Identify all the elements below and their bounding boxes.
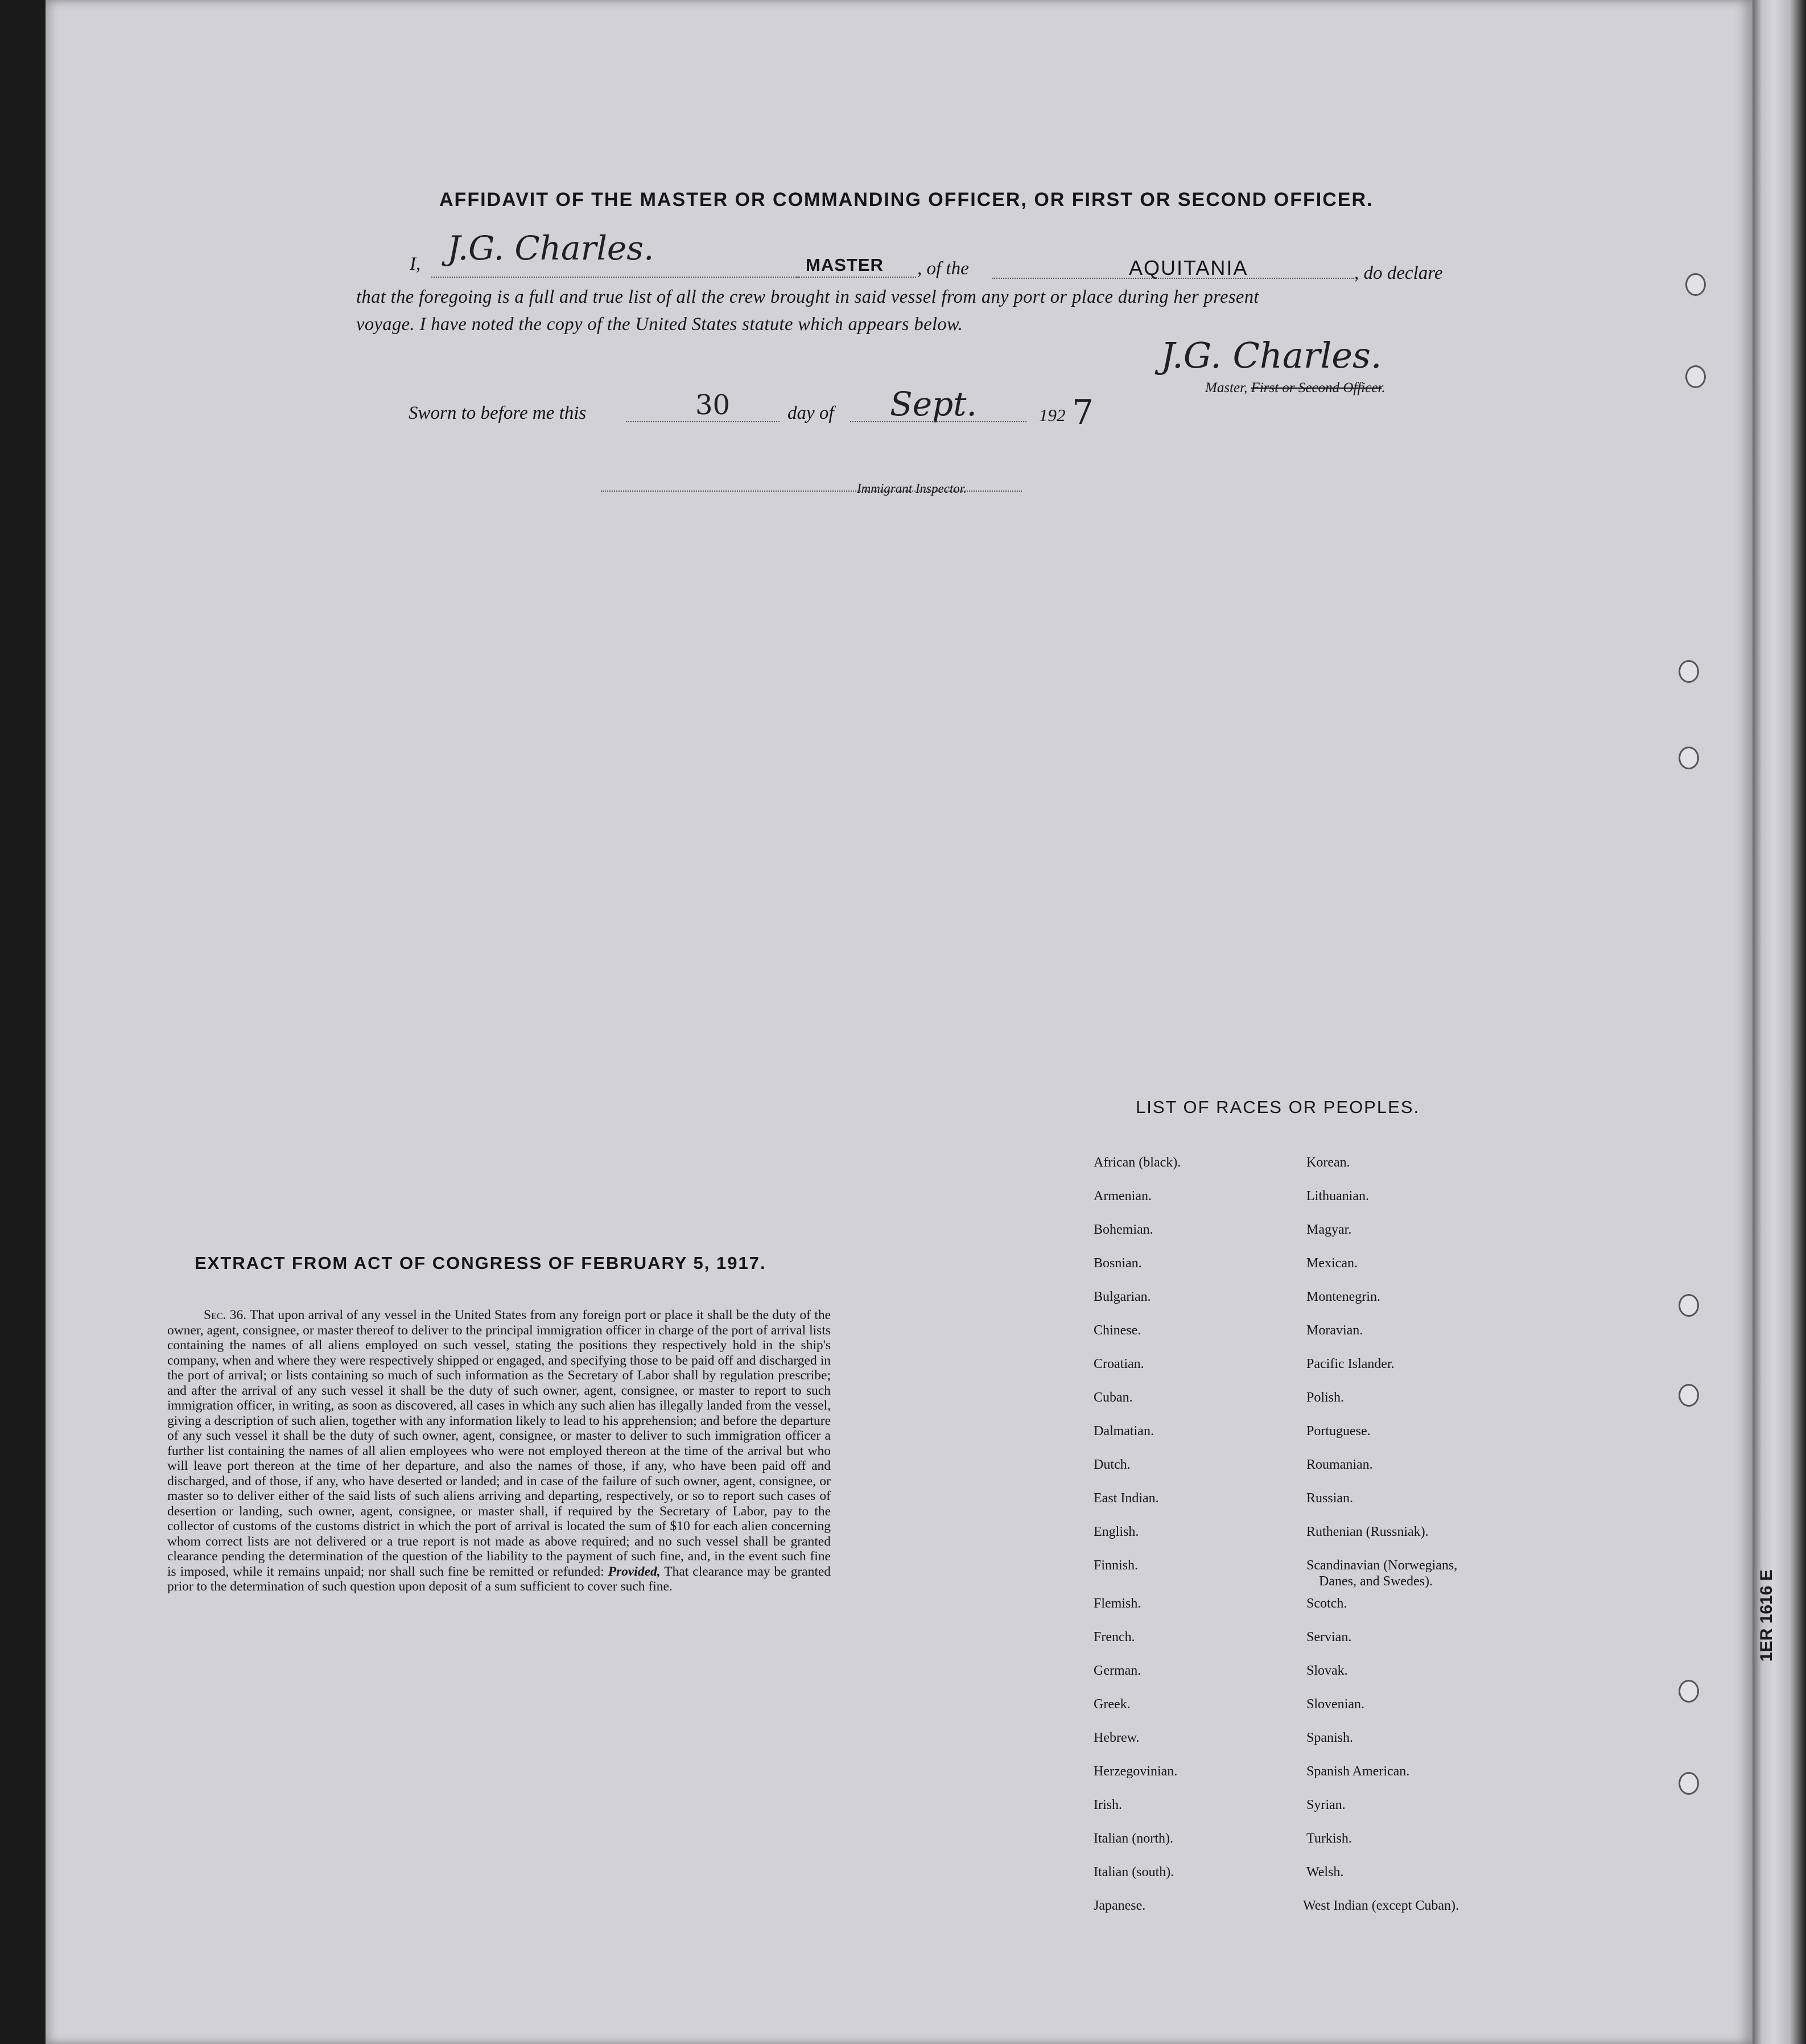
race-right-18: Spanish. [1306, 1730, 1354, 1745]
officer-name-handwritten: J.G. Charles. [447, 229, 654, 267]
rank-line [797, 277, 916, 278]
sworn-month: Sept. [890, 385, 977, 423]
i-label: I, [410, 254, 421, 274]
race-left-5: Bulgarian. [1094, 1289, 1151, 1304]
year-handwritten: 7 [1072, 393, 1094, 432]
sworn-label: Sworn to before me this [409, 403, 587, 423]
day-line [626, 421, 780, 422]
race-left-18: Hebrew. [1094, 1730, 1140, 1745]
race-right-15: Servian. [1306, 1630, 1352, 1645]
declaration-line-2: that the foregoing is a full and true list of all the crew brought in said vessel from any port or place during her present [356, 287, 1259, 307]
punch-hole [1679, 660, 1699, 683]
punch-hole [1685, 365, 1706, 388]
race-right-17: Slovenian. [1306, 1697, 1364, 1712]
provided-word: Provided, [608, 1564, 661, 1579]
punch-hole [1679, 747, 1699, 769]
race-left-15: French. [1094, 1630, 1135, 1645]
year-printed: 192 [1039, 405, 1066, 425]
race-right-21: Turkish. [1306, 1831, 1352, 1846]
race-left-2: Armenian. [1094, 1189, 1152, 1204]
month-line [850, 421, 1026, 422]
extract-text-part1: That upon arrival of any vessel in the United States from any foreign port or place it shall be the duty of the owner, agent, consignee, or master thereof to deliver to the principal immigration officer in charge of the port of arrival lists containing the names of all aliens employed on such vessel, stating the positions they respectively hold in the ship's company, when and where they were respectively shipped or engaged, and specifying those to be paid off and discharged in the port of arrival; or lists containing so much of such information as the Secretary of Labor shall by regulation prescribe; and after the arrival of any such vessel it shall be the duty of such owner, agent, consignee, or master to report to such immigration officer, in writing, as soon as discovered, all cases in which any such alien has illegally landed from the vessel, giving a description of such alien, together with any information likely to lead to his apprehension; and before the departure of any such vessel it shall be the duty of such owner, agent, consignee, or master to deliver to such immigration officer a further list containing the names of all alien employees who were not employed thereon at the time of the arrival but who will leave port thereon at the time of her departure, and also the names of those, if any, who have been paid off and discharged, and of those, if any, who have deserted or landed; and in case of the failure of such owner, agent, consignee, or master so to deliver either of the said lists of such aliens arriving and departing, respectively, or so to report such cases of desertion or landing, such owner, agent, consignee, or master shall, if required by the Secretary of Labor, pay to the collector of customs of the customs district in which the port of arrival is located the sum of $10 for each alien concerning whom correct lists are not delivered or a true report is not made as above required; and no such vessel shall be granted clearance pending the determination of the question of the liability to the payment of such fine, and, in the event such fine is imposed, while it remains unpaid; nor shall such fine be remitted or refunded: [167, 1308, 831, 1579]
race-right-13b: Danes, and Swedes). [1319, 1574, 1433, 1589]
race-right-2: Lithuanian. [1306, 1189, 1369, 1204]
race-left-4: Bosnian. [1094, 1256, 1142, 1271]
race-right-8: Polish. [1306, 1390, 1345, 1405]
races-title: LIST OF RACES OR PEOPLES. [1136, 1097, 1420, 1117]
punch-hole [1679, 1294, 1699, 1317]
sworn-day: 30 [695, 389, 731, 421]
race-right-9: Portuguese. [1306, 1424, 1371, 1439]
vessel-name: AQUITANIA [1129, 256, 1248, 279]
punch-hole [1679, 1680, 1699, 1703]
race-right-14: Scotch. [1306, 1596, 1347, 1611]
race-left-16: German. [1094, 1663, 1141, 1678]
signature-caption [1205, 380, 1386, 396]
vessel-line [992, 278, 1354, 279]
race-left-3: Bohemian. [1094, 1222, 1153, 1237]
race-right-5: Montenegrin. [1306, 1289, 1380, 1304]
do-declare-label: , do declare [1354, 263, 1443, 283]
race-right-11: Russian. [1306, 1491, 1354, 1506]
race-right-4: Mexican. [1306, 1256, 1358, 1271]
race-right-12: Ruthenian (Russniak). [1306, 1524, 1429, 1539]
race-left-12: English. [1094, 1524, 1139, 1539]
race-left-8: Cuban. [1094, 1390, 1133, 1405]
page-edge [1753, 0, 1806, 2044]
race-left-9: Dalmatian. [1094, 1424, 1154, 1439]
race-left-1: African (black). [1094, 1155, 1181, 1170]
sig-caption-master: Master, [1205, 380, 1248, 395]
race-right-16: Slovak. [1306, 1663, 1348, 1678]
race-right-13: Scandinavian (Norwegians, [1306, 1558, 1458, 1573]
race-left-20: Irish. [1094, 1798, 1122, 1812]
section-number: Sec. 36. [204, 1308, 247, 1322]
race-left-13: Finnish. [1094, 1558, 1139, 1573]
race-right-20: Syrian. [1306, 1798, 1346, 1812]
margin-stamp: 1ER 1616 E [1757, 1569, 1776, 1662]
rank-field: MASTER [806, 255, 884, 275]
race-right-7: Pacific Islander. [1306, 1357, 1395, 1371]
extract-text-part2: That clearance may be granted prior to the determination of such question upon deposit of a sum sufficient to cover such fine. [167, 1564, 831, 1594]
race-left-22: Italian (south). [1094, 1865, 1174, 1880]
race-right-19: Spanish American. [1306, 1764, 1410, 1779]
race-left-21: Italian (north). [1094, 1831, 1173, 1846]
race-left-6: Chinese. [1094, 1323, 1141, 1338]
race-left-10: Dutch. [1094, 1457, 1131, 1472]
declaration-line-3: voyage. I have noted the copy of the United States statute which appears below. [356, 314, 963, 335]
name-line [431, 277, 799, 278]
race-left-14: Flemish. [1094, 1596, 1141, 1611]
punch-hole [1679, 1384, 1699, 1407]
punch-hole [1685, 273, 1706, 296]
affidavit-title: AFFIDAVIT OF THE MASTER OR COMMANDING OFFICER, OR FIRST OR SECOND OFFICER. [439, 189, 1374, 211]
race-right-6: Moravian. [1306, 1323, 1363, 1338]
extract-text [167, 1308, 831, 1594]
sig-caption-struck: First or Second Officer [1251, 380, 1382, 395]
of-the-label: , of the [917, 258, 969, 279]
race-right-1: Korean. [1306, 1155, 1350, 1170]
extract-title: EXTRACT FROM ACT OF CONGRESS OF FEBRUARY 5, 1917. [195, 1253, 766, 1273]
race-right-3: Magyar. [1306, 1222, 1352, 1237]
inspector-caption: Immigrant Inspector. [857, 481, 967, 496]
punch-hole [1679, 1772, 1699, 1795]
race-right-23: West Indian (except Cuban). [1303, 1898, 1459, 1913]
day-of-label: day of [787, 403, 834, 423]
master-signature: J.G. Charles. [1161, 335, 1382, 376]
race-left-7: Croatian. [1094, 1357, 1144, 1371]
sig-caption-period: . [1382, 380, 1386, 395]
race-left-19: Herzegovinian. [1094, 1764, 1178, 1779]
race-left-11: East Indian. [1094, 1491, 1159, 1506]
race-right-22: Welsh. [1306, 1865, 1344, 1880]
race-left-23: Japanese. [1094, 1898, 1146, 1913]
race-right-10: Roumanian. [1306, 1457, 1373, 1472]
race-left-17: Greek. [1094, 1697, 1131, 1712]
